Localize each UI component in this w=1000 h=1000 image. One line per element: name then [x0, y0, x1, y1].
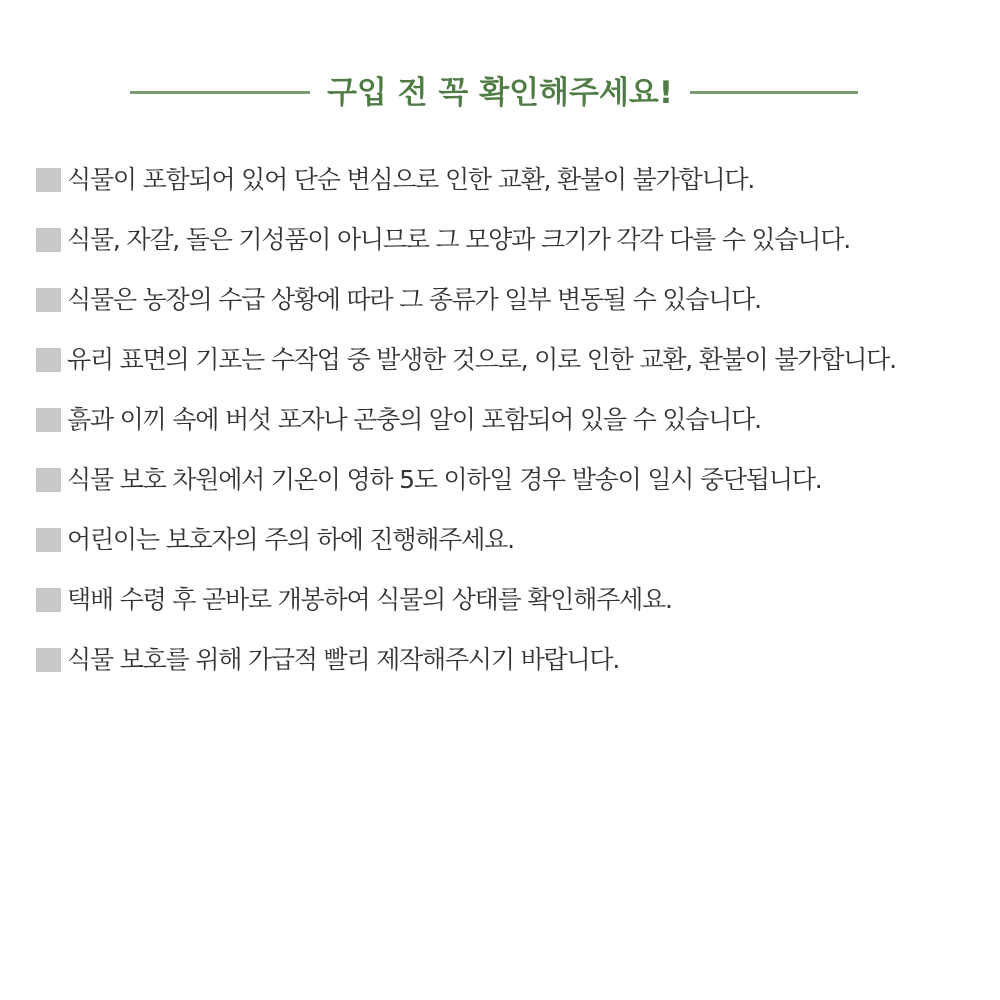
notice-text: 식물 보호 차원에서 기온이 영하 5도 이하일 경우 발송이 일시 중단됩니다.	[67, 465, 822, 494]
notice-item	[36, 510, 986, 570]
square-bullet-icon	[36, 588, 61, 612]
notice-list	[36, 150, 986, 690]
notice-item	[36, 630, 986, 690]
notice-item	[36, 210, 986, 270]
notice-item	[36, 570, 986, 630]
square-bullet-icon	[36, 348, 61, 372]
notice-item	[36, 390, 986, 450]
square-bullet-icon	[36, 648, 61, 672]
notice-item	[36, 270, 986, 330]
notice-text: 식물, 자갈, 돌은 기성품이 아니므로 그 모양과 크기가 각각 다를 수 있습니다.	[67, 225, 850, 254]
square-bullet-icon	[36, 228, 61, 252]
square-bullet-icon	[36, 408, 61, 432]
notice-item	[36, 150, 986, 210]
notice-item	[36, 450, 986, 510]
square-bullet-icon	[36, 528, 61, 552]
notice-text: 유리 표면의 기포는 수작업 중 발생한 것으로, 이로 인한 교환, 환불이 불가합니다.	[67, 345, 896, 374]
notice-text: 어린이는 보호자의 주의 하에 진행해주세요.	[67, 525, 514, 554]
notice-text: 식물 보호를 위해 가급적 빨리 제작해주시기 바랍니다.	[67, 645, 620, 674]
square-bullet-icon	[36, 468, 61, 492]
header-rule-right	[690, 91, 858, 94]
square-bullet-icon	[36, 288, 61, 312]
page-title: 구입 전 꼭 확인해주세요!	[327, 75, 673, 111]
notice-text: 흙과 이끼 속에 버섯 포자나 곤충의 알이 포함되어 있을 수 있습니다.	[67, 405, 761, 434]
notice-header	[0, 72, 1000, 122]
notice-text: 택배 수령 후 곧바로 개봉하여 식물의 상태를 확인해주세요.	[67, 585, 672, 614]
header-rule-left	[130, 91, 310, 94]
square-bullet-icon	[36, 168, 61, 192]
notice-item	[36, 330, 986, 390]
notice-text: 식물은 농장의 수급 상황에 따라 그 종류가 일부 변동될 수 있습니다.	[67, 285, 761, 314]
notice-text: 식물이 포함되어 있어 단순 변심으로 인한 교환, 환불이 불가합니다.	[67, 165, 755, 194]
